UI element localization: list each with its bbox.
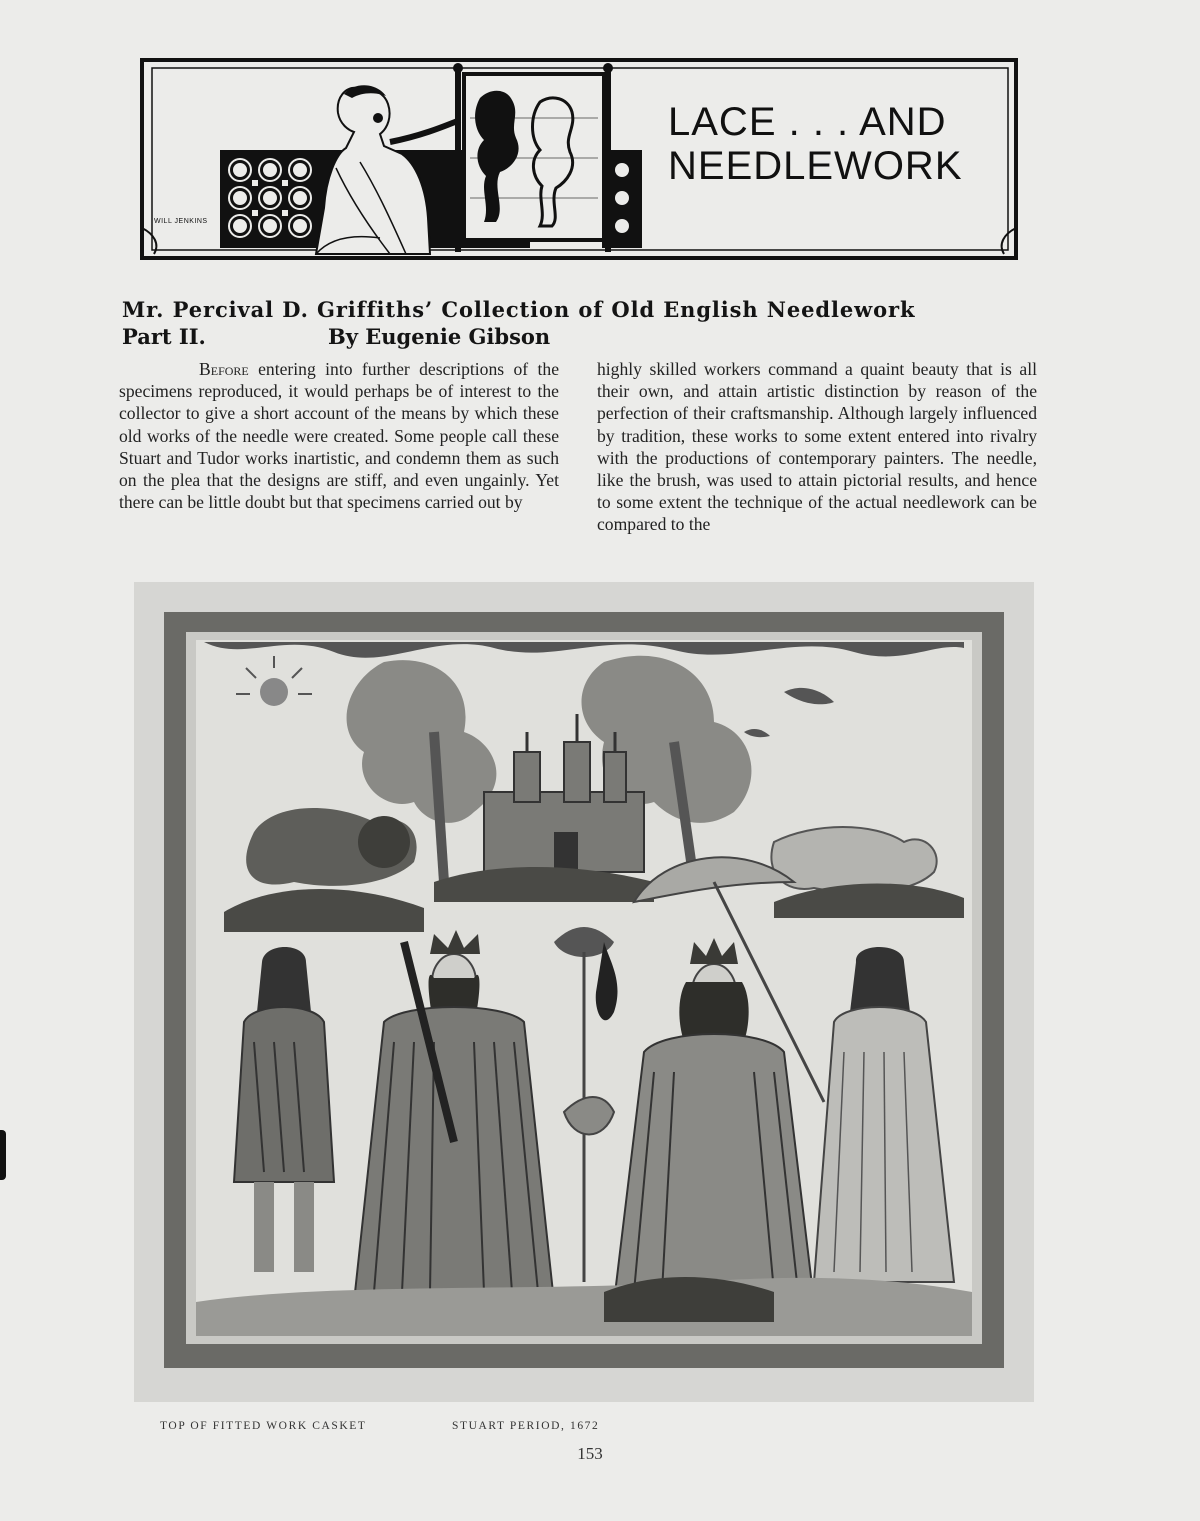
section-title-line-2: NEEDLEWORK	[668, 144, 963, 188]
left-column-text: entering into further descriptions of the specimens reproduced, it would perhaps be of interest to the collector to give a short account of the means by which these old works of the needle were created. Some people call these Stuart and Tudor works inartistic, and condemn them as such on the plea that the designs are stiff, and even ungainly. Yet there can be little doubt but that specimens carried out by	[119, 359, 560, 513]
embroidered-casket-image	[134, 582, 1034, 1402]
scan-edge-mark	[0, 1130, 6, 1180]
body-column-right	[597, 358, 1037, 536]
plate-caption-right: STUART PERIOD, 1672	[452, 1420, 600, 1432]
artist-signature: WILL JENKINS	[154, 218, 208, 225]
article-title: Mr. Percival D. Griffiths’ Collection of Old English Needlework	[122, 297, 916, 322]
section-title-line-1: LACE . . . AND	[668, 100, 947, 144]
drop-lead-word: Before	[199, 359, 249, 379]
page-number: 153	[577, 1444, 603, 1463]
body-column-left	[119, 358, 559, 513]
plate-caption-left: TOP OF FITTED WORK CASKET	[160, 1420, 367, 1432]
header-banner	[140, 58, 1018, 262]
article-part: Part II.	[122, 324, 206, 349]
needlework-photograph	[134, 582, 1034, 1402]
right-column-text: highly skilled workers command a quaint beauty that is all their own, and attain artistic distinction by reason of the perfection of their craftsmanship. Although largely influenced by tradition, these works to some extent entered into rivalry with the productions of contemporary painters. The needle, like the brush, was used to attain pictorial results, and hence to some extent the technique of the actual needlework can be compared to the	[597, 359, 1037, 535]
article-headline	[122, 296, 1042, 350]
article-byline: By Eugenie Gibson	[328, 324, 551, 349]
section-title	[668, 100, 998, 188]
